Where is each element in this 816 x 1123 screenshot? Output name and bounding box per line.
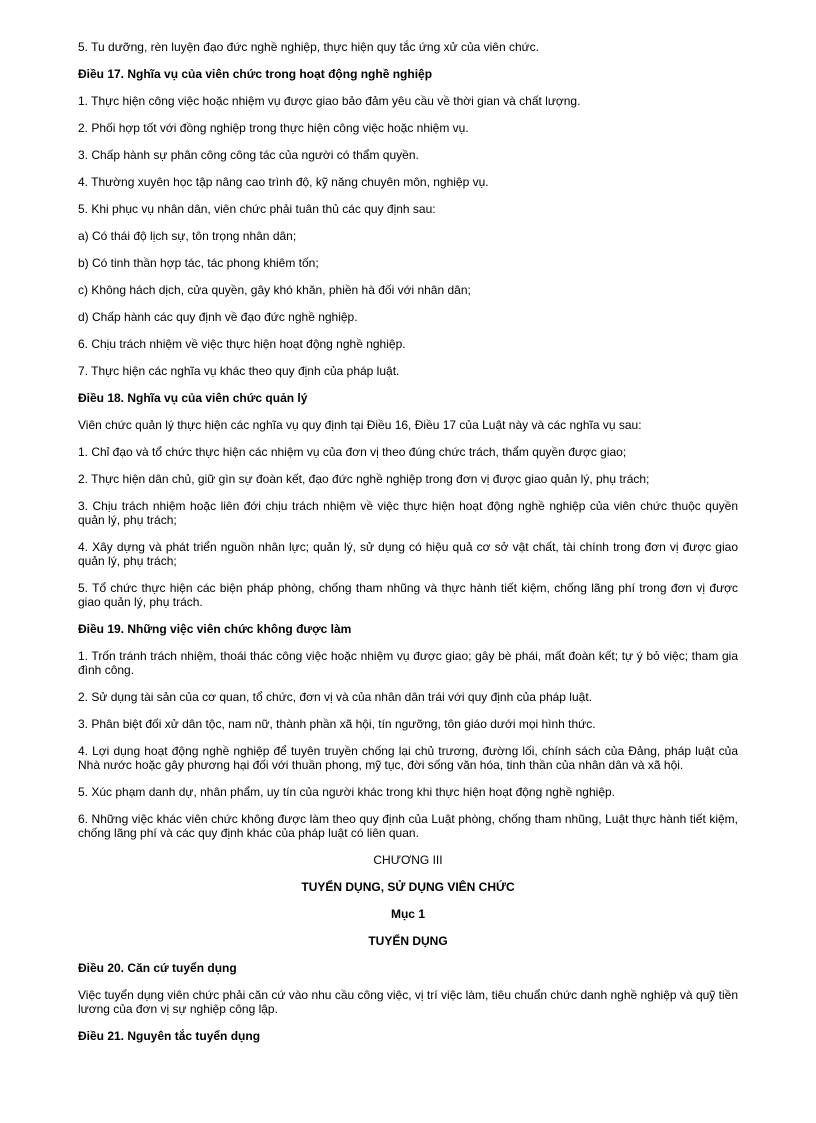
article-heading: Điều 17. Nghĩa vụ của viên chức trong hoạt động nghề nghiệp xyxy=(78,67,433,81)
paragraph: c) Không hách dịch, cửa quyền, gây khó khăn, phiền hà đối với nhân dân; xyxy=(78,283,471,297)
paragraph: 4. Lợi dụng hoạt động nghề nghiệp để tuyên truyền chống lại chủ trương, đường lối, chính sách của Đảng, pháp luật của Nhà nước hoặc gây phương hại đối với thuần phong, mỹ tục, đời sống văn hóa, tinh thần của nhân dân và xã hội. xyxy=(78,744,738,772)
paragraph: 2. Thực hiện dân chủ, giữ gìn sự đoàn kết, đạo đức nghề nghiệp trong đơn vị được giao quản lý, phụ trách; xyxy=(78,472,650,486)
section-title: TUYỂN DỤNG xyxy=(368,934,448,948)
paragraph: 5. Xúc phạm danh dự, nhân phẩm, uy tín của người khác trong khi thực hiện hoạt động nghề nghiệp. xyxy=(78,785,615,799)
paragraph: a) Có thái độ lịch sự, tôn trọng nhân dân; xyxy=(78,229,297,243)
article-heading: Điều 21. Nguyên tắc tuyển dụng xyxy=(78,1029,261,1043)
section-label: Mục 1 xyxy=(390,907,425,921)
paragraph: 6. Chịu trách nhiệm về việc thực hiện hoạt động nghề nghiệp. xyxy=(78,337,406,351)
chapter-label: CHƯƠNG III xyxy=(373,853,443,867)
paragraph: d) Chấp hành các quy định về đạo đức nghề nghiệp. xyxy=(78,310,358,324)
chapter-title: TUYỂN DỤNG, SỬ DỤNG VIÊN CHỨC xyxy=(301,880,515,894)
article-heading: Điều 20. Căn cứ tuyển dụng xyxy=(78,961,237,975)
paragraph: 5. Tổ chức thực hiện các biện pháp phòng, chống tham nhũng và thực hành tiết kiệm, chống lãng phí trong đơn vị được giao quản lý, phụ trách. xyxy=(78,581,738,609)
paragraph: 3. Chịu trách nhiệm hoặc liên đới chịu trách nhiệm về việc thực hiện hoạt động nghề nghiệp của viên chức thuộc quyền quản lý, phụ trách; xyxy=(78,499,738,527)
paragraph: Viên chức quản lý thực hiện các nghĩa vụ quy định tại Điều 16, Điều 17 của Luật này và các nghĩa vụ sau: xyxy=(78,418,642,432)
paragraph: b) Có tinh thần hợp tác, tác phong khiêm tốn; xyxy=(78,256,319,270)
document-page xyxy=(78,40,738,1056)
paragraph: Việc tuyển dụng viên chức phải căn cứ vào nhu cầu công việc, vị trí việc làm, tiêu chuẩn chức danh nghề nghiệp và quỹ tiền lương của đơn vị sự nghiệp công lập. xyxy=(78,988,738,1016)
paragraph: 1. Chỉ đạo và tổ chức thực hiện các nhiệm vụ của đơn vị theo đúng chức trách, thẩm quyền được giao; xyxy=(78,445,627,459)
paragraph: 1. Thực hiện công việc hoặc nhiệm vụ được giao bảo đảm yêu cầu về thời gian và chất lượng. xyxy=(78,94,581,108)
paragraph: 4. Xây dựng và phát triển nguồn nhân lực; quản lý, sử dụng có hiệu quả cơ sở vật chất, tài chính trong đơn vị được giao quản lý, phụ trách; xyxy=(78,540,738,568)
paragraph: 7. Thực hiện các nghĩa vụ khác theo quy định của pháp luật. xyxy=(78,364,400,378)
paragraph: 3. Chấp hành sự phân công công tác của người có thẩm quyền. xyxy=(78,148,419,162)
paragraph: 4. Thường xuyên học tập nâng cao trình độ, kỹ năng chuyên môn, nghiệp vụ. xyxy=(78,175,489,189)
paragraph: 1. Trốn tránh trách nhiệm, thoái thác công việc hoặc nhiệm vụ được giao; gây bè phái, mất đoàn kết; tự ý bỏ việc; tham gia đình công. xyxy=(78,649,738,677)
paragraph: 2. Phối hợp tốt với đồng nghiệp trong thực hiện công việc hoặc nhiệm vụ. xyxy=(78,121,469,135)
paragraph: 3. Phân biệt đối xử dân tộc, nam nữ, thành phần xã hội, tín ngưỡng, tôn giáo dưới mọi hình thức. xyxy=(78,717,596,731)
paragraph: 6. Những việc khác viên chức không được làm theo quy định của Luật phòng, chống tham nhũng, Luật thực hành tiết kiệm, chống lãng phí và các quy định khác của pháp luật có liên quan. xyxy=(78,812,738,840)
article-heading: Điều 19. Những việc viên chức không được làm xyxy=(78,622,352,636)
paragraph: 5. Khi phục vụ nhân dân, viên chức phải tuân thủ các quy định sau: xyxy=(78,202,436,216)
paragraph: 2. Sử dụng tài sản của cơ quan, tổ chức, đơn vị và của nhân dân trái với quy định của pháp luật. xyxy=(78,690,592,704)
article-heading: Điều 18. Nghĩa vụ của viên chức quản lý xyxy=(78,391,308,405)
paragraph: 5. Tu dưỡng, rèn luyện đạo đức nghề nghiệp, thực hiện quy tắc ứng xử của viên chức. xyxy=(78,40,540,54)
